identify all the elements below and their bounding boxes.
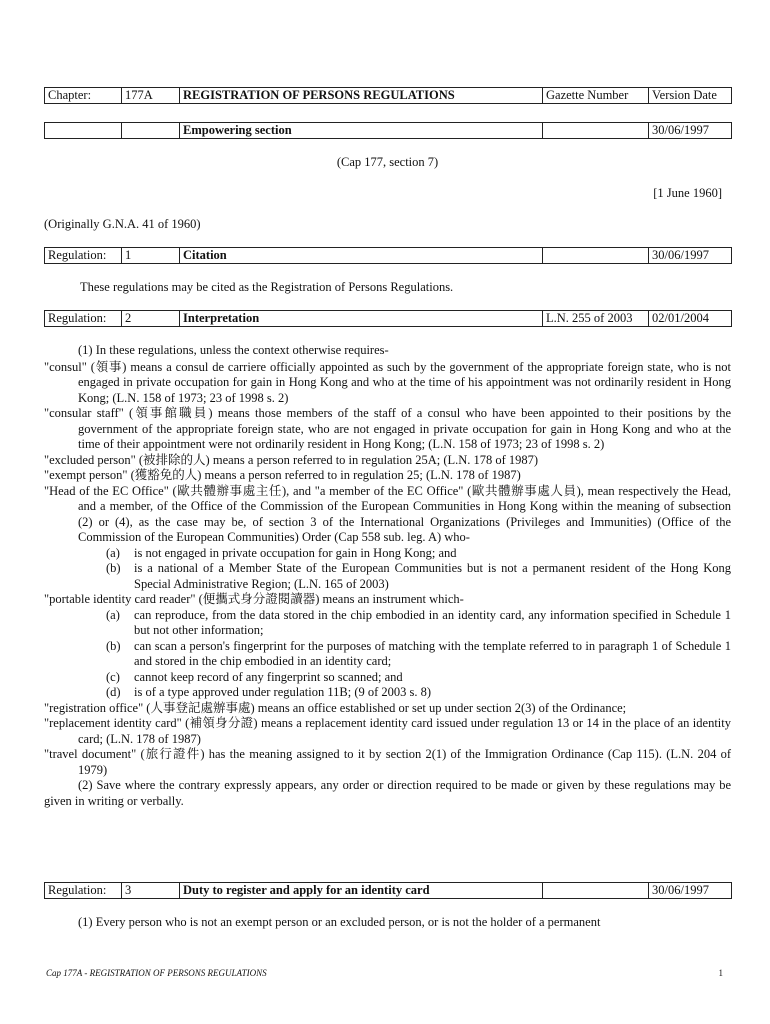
origin-note: (Originally G.N.A. 41 of 1960) — [44, 217, 201, 231]
regulation-date: 30/06/1997 — [649, 248, 732, 264]
regulation-number: 3 — [122, 883, 180, 899]
version-date-header: Version Date — [649, 88, 732, 104]
definition-excluded-person: "excluded person" (被排除的人) means a person referred to in regulation 25A; (L.N. 178 of 1987) — [44, 452, 539, 467]
head-ec-item-a: (a) is not engaged in private occupation for gain in Hong Kong; and — [106, 545, 457, 560]
duty-to-register-text: (1) Every person who is not an exempt person or an excluded person, or is not the holder of a permanent — [78, 915, 601, 929]
regulation-number: 2 — [122, 311, 180, 327]
definition-portable-reader: "portable identity card reader" (便攜式身分證閱讀器) means an instrument which- — [44, 592, 464, 606]
portable-item-c: (c) cannot keep record of any fingerprint so scanned; and — [106, 669, 403, 684]
definition-consular-staff: "consular staff" (領事館職員) means those members of the staff of a consul who have been appointed to their positions by the government of the appropriate foreign state, who are not engaged in private occupation for gain in Hong Kong and who at the time of their appointment were not ordinarily resident in Hong Kong; (L.N. 158 of 1973; 23 of 1998 s. 2) — [44, 406, 731, 451]
definition-replacement-card: "replacement identity card" (補領身分證) means a replacement identity card issued under regulation 13 or 14 in the place of an identity card; (L.N. 178 of 1987) — [44, 716, 731, 746]
regulation-gazette — [543, 248, 649, 264]
interpretation-body — [44, 343, 731, 810]
regulation-1-header — [44, 247, 732, 264]
chapter-header-table — [44, 87, 732, 104]
empowering-title: Empowering section — [180, 123, 543, 139]
definition-registration-office: "registration office" (人事登記處辦事處) means an office established or set up under section 2(3) of the Ordinance; — [44, 700, 627, 715]
chapter-title: REGISTRATION OF PERSONS REGULATIONS — [180, 88, 543, 104]
commencement-date: [1 June 1960] — [653, 186, 722, 200]
definition-head-ec-office: "Head of the EC Office" (歐共體辦事處主任), and "a member of the EC Office" (歐共體辦事處人員), mean respectively the Head, and a member, of the Office of the Commission of the European Communities in Hong Kong within the meaning of subsection (2) or (4), as the case may be, of section 3 of the International Organizations (Privileges and Immunities) (Office of the Commission of the European Communities) Order (Cap 558 sub. leg. A) who- — [44, 483, 731, 544]
regulation-date: 30/06/1997 — [649, 883, 732, 899]
empowering-section-header — [44, 122, 732, 139]
regulation-number: 1 — [122, 248, 180, 264]
chapter-number: 177A — [122, 88, 180, 104]
interpretation-intro: (1) In these regulations, unless the context otherwise requires- — [78, 343, 389, 357]
definition-travel-document: "travel document" (旅行證件) has the meaning assigned to it by section 2(1) of the Immigration Ordinance (Cap 115). (L.N. 204 of 1979) — [44, 747, 731, 777]
regulation-label: Regulation: — [45, 311, 122, 327]
regulation-title: Duty to register and apply for an identity card — [180, 883, 543, 899]
definition-consul: "consul" (領事) means a consul de carriere officially appointed as such by the government of the appropriate foreign state, who is not engaged in private occupation for gain in Hong Kong and who at the time of his appointment was not ordinarily resident in Hong Kong; (L.N. 158 of 1973; 23 of 1998 s. 2) — [44, 359, 731, 405]
portable-item-d: (d) is of a type approved under regulation 11B; (9 of 2003 s. 8) — [106, 685, 432, 699]
citation-text: These regulations may be cited as the Registration of Persons Regulations. — [80, 280, 454, 294]
cap-reference: (Cap 177, section 7) — [336, 155, 439, 169]
interpretation-para-2: (2) Save where the contrary expressly appears, any order or direction required to be made or given by these regulations may be given in writing or verbally. — [44, 778, 731, 808]
head-ec-item-b: (b) is a national of a Member State of the European Communities but is not a permanent resident of the Hong Kong Special Administrative Region; (L.N. 165 of 2003) — [106, 561, 731, 591]
regulation-title: Citation — [180, 248, 543, 264]
regulation-2-header — [44, 310, 732, 327]
regulation-title: Interpretation — [180, 311, 543, 327]
portable-item-b: (b) can scan a person's fingerprint for the purposes of matching with the template referred to in paragraph 1 of Schedule 1 and stored in the chip embodied in an identity card; — [106, 638, 731, 668]
definition-exempt-person: "exempt person" (獲豁免的人) means a person referred to in regulation 25; (L.N. 178 of 1987) — [44, 468, 521, 482]
empowering-date: 30/06/1997 — [649, 123, 732, 139]
regulation-date: 02/01/2004 — [649, 311, 732, 327]
regulation-gazette — [543, 883, 649, 899]
page-number: 1 — [718, 968, 723, 978]
regulation-gazette: L.N. 255 of 2003 — [543, 311, 649, 327]
gazette-number-header: Gazette Number — [543, 88, 649, 104]
regulation-label: Regulation: — [45, 883, 122, 899]
portable-item-a: (a) can reproduce, from the data stored in the chip embodied in an identity card, any information specified in Schedule 1 but not other information; — [106, 607, 731, 637]
regulation-label: Regulation: — [45, 248, 122, 264]
chapter-label: Chapter: — [45, 88, 122, 104]
regulation-3-header — [44, 882, 732, 899]
page-footer: Cap 177A - REGISTRATION OF PERSONS REGULATIONS — [46, 968, 267, 978]
